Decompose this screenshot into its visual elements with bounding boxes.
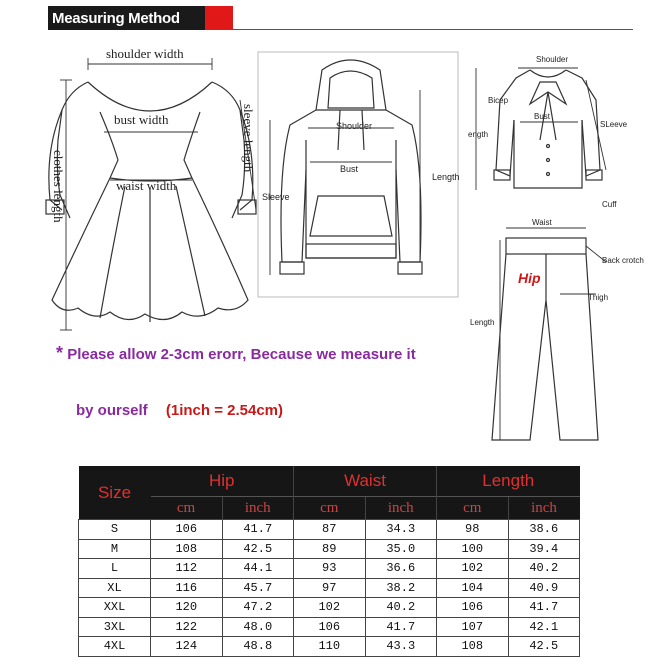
hoodie-sleeve-label: Sleeve	[262, 192, 290, 202]
unit-header-cm: cm	[294, 497, 366, 520]
table-row	[79, 559, 580, 579]
measurement-cell: 40.2	[508, 559, 580, 579]
pants-thigh-label: Thigh	[588, 293, 609, 302]
size-chart-table	[78, 466, 580, 657]
dress-sleeve-length-label: sleeve length	[241, 104, 256, 173]
measurement-cell: 104	[437, 578, 509, 598]
measurement-cell: 39.4	[508, 539, 580, 559]
measurement-cell: 45.7	[222, 578, 294, 598]
measurement-cell: 40.2	[365, 598, 437, 618]
measurement-cell: 34.3	[365, 520, 437, 540]
note-conversion-text: (1inch = 2.54cm)	[165, 402, 283, 419]
shirt-sleeve-label: SLeeve	[600, 120, 628, 129]
dress-bust-width-label: bust width	[114, 112, 169, 127]
table-row	[79, 617, 580, 637]
size-column-header: Size	[79, 466, 151, 520]
measurement-cell: 41.7	[365, 617, 437, 637]
measurement-cell: 110	[294, 637, 366, 657]
shirt-bicep-label: Bicep	[488, 96, 509, 105]
pants-back-crotch-label: Back crotch	[602, 256, 644, 265]
measurement-cell: 108	[151, 539, 223, 559]
pants-length-label: Length	[470, 318, 495, 327]
hoodie-length-label: Length	[432, 172, 460, 182]
hip-group-header: Hip	[151, 466, 294, 497]
shirt-length-label: ength	[468, 130, 489, 139]
table-row	[79, 520, 580, 540]
measurement-cell: 122	[151, 617, 223, 637]
size-cell: M	[79, 539, 151, 559]
table-group-header-row	[79, 466, 580, 497]
unit-header-inch: inch	[508, 497, 580, 520]
measurement-cell: 42.5	[508, 637, 580, 657]
note-asterisk: *	[56, 343, 64, 363]
measurement-cell: 48.0	[222, 617, 294, 637]
shirt-cuff-label: Cuff	[602, 200, 617, 209]
shirt-bust-label: Bust	[534, 112, 551, 121]
unit-header-inch: inch	[365, 497, 437, 520]
measurement-cell: 36.6	[365, 559, 437, 579]
dress-waist-width-label: waist width	[116, 178, 177, 193]
hoodie-illustration	[258, 52, 458, 297]
size-cell: L	[79, 559, 151, 579]
section-title: Measuring Method	[52, 9, 180, 27]
measurement-note-line2	[76, 402, 283, 419]
measurement-cell: 93	[294, 559, 366, 579]
hoodie-shoulder-label: Shoulder	[336, 121, 373, 131]
size-cell: 4XL	[79, 637, 151, 657]
note-error-text: Please allow 2-3cm erorr, Because we measure it	[67, 346, 416, 363]
measurement-cell: 106	[151, 520, 223, 540]
dress-illustration	[46, 58, 256, 330]
measurement-cell: 38.2	[365, 578, 437, 598]
size-cell: 3XL	[79, 617, 151, 637]
measurement-cell: 108	[437, 637, 509, 657]
measurement-cell: 87	[294, 520, 366, 540]
size-table-body	[79, 520, 580, 657]
measurement-cell: 43.3	[365, 637, 437, 657]
measurement-cell: 48.8	[222, 637, 294, 657]
note-self-text: by ourself	[76, 402, 148, 419]
table-row	[79, 539, 580, 559]
measurement-cell: 44.1	[222, 559, 294, 579]
measurement-cell: 120	[151, 598, 223, 618]
measurement-cell: 41.7	[508, 598, 580, 618]
table-row	[79, 578, 580, 598]
measurement-cell: 40.9	[508, 578, 580, 598]
measurement-cell: 116	[151, 578, 223, 598]
measurement-cell: 42.1	[508, 617, 580, 637]
measurement-cell: 47.2	[222, 598, 294, 618]
measurement-cell: 35.0	[365, 539, 437, 559]
measurement-cell: 112	[151, 559, 223, 579]
waist-group-header: Waist	[294, 466, 437, 497]
unit-header-cm: cm	[151, 497, 223, 520]
pants-illustration	[492, 228, 609, 440]
measurement-cell: 98	[437, 520, 509, 540]
measurement-cell: 89	[294, 539, 366, 559]
measurement-cell: 124	[151, 637, 223, 657]
size-cell: S	[79, 520, 151, 540]
dress-clothes-length-label: clothes length	[51, 150, 66, 223]
size-cell: XXL	[79, 598, 151, 618]
table-row	[79, 598, 580, 618]
table-unit-header-row	[79, 497, 580, 520]
measurement-cell: 38.6	[508, 520, 580, 540]
measurement-cell: 97	[294, 578, 366, 598]
shirt-illustration	[476, 68, 606, 190]
table-row	[79, 637, 580, 657]
measurement-cell: 102	[294, 598, 366, 618]
pants-hip-label: Hip	[518, 270, 541, 286]
size-cell: XL	[79, 578, 151, 598]
measurement-cell: 107	[437, 617, 509, 637]
measurement-cell: 106	[437, 598, 509, 618]
shirt-shoulder-label: Shoulder	[536, 55, 569, 64]
unit-header-inch: inch	[222, 497, 294, 520]
unit-header-cm: cm	[437, 497, 509, 520]
pants-waist-label: Waist	[532, 218, 552, 227]
length-group-header: Length	[437, 466, 580, 497]
dress-shoulder-width-label: shoulder width	[106, 46, 184, 61]
measurement-cell: 100	[437, 539, 509, 559]
measurement-cell: 106	[294, 617, 366, 637]
measurement-cell: 102	[437, 559, 509, 579]
measurement-note-line1	[56, 343, 416, 364]
hoodie-bust-label: Bust	[340, 164, 359, 174]
measurement-cell: 41.7	[222, 520, 294, 540]
measurement-cell: 42.5	[222, 539, 294, 559]
